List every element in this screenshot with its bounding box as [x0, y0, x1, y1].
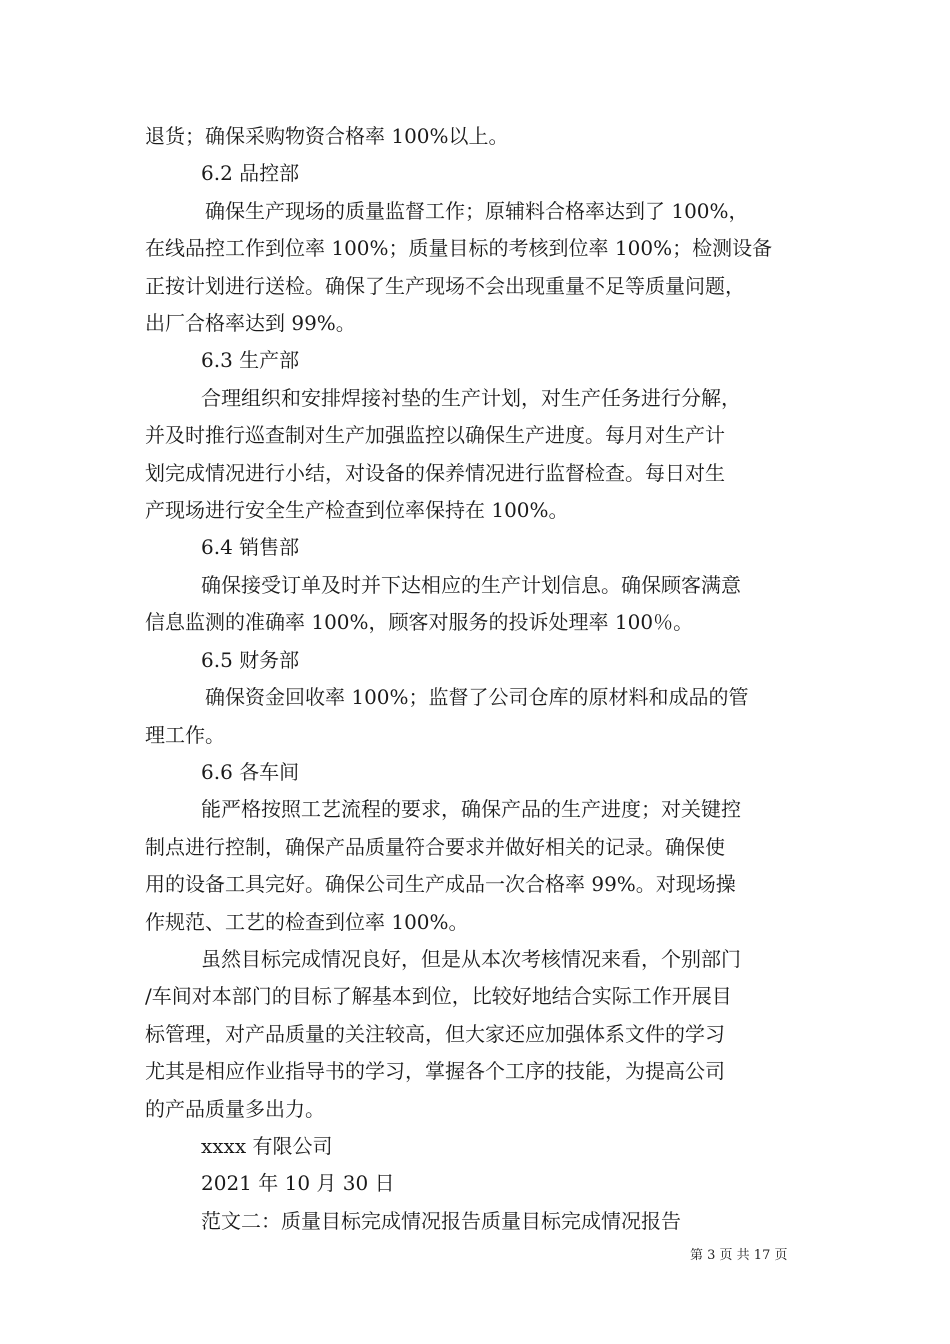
paragraph-line: 虽然目标完成情况良好，但是从本次考核情况来看，个别部门	[201, 946, 741, 971]
section-heading: 6.3 生产部	[201, 348, 300, 373]
paragraph-line: 产现场进行安全生产检查到位率保持在 100%。	[145, 498, 569, 523]
paragraph-line: 确保生产现场的质量监督工作；原辅料合格率达到了 100%，	[205, 198, 749, 223]
paragraph-line: 合理组织和安排焊接衬垫的生产计划，对生产任务进行分解，	[201, 385, 741, 410]
paragraph-line: 作规范、工艺的检查到位率 100%。	[145, 909, 469, 934]
paragraph-line: 在线品控工作到位率 100%；质量目标的考核到位率 100%；检测设备	[145, 236, 773, 261]
company-signature: xxxx 有限公司	[201, 1133, 333, 1158]
paragraph-line: 理工作。	[145, 722, 225, 747]
paragraph-line: 划完成情况进行小结，对设备的保养情况进行监督检查。每日对生	[145, 460, 725, 485]
paragraph-line: 退货；确保采购物资合格率 100%以上。	[145, 124, 509, 148]
paragraph-line: 制点进行控制，确保产品质量符合要求并做好相关的记录。确保使	[145, 834, 725, 859]
next-section-title: 范文二：质量目标完成情况报告质量目标完成情况报告	[201, 1208, 681, 1233]
paragraph-line: /车间对本部门的目标了解基本到位，比较好地结合实际工作开展目	[145, 984, 732, 1009]
paragraph-line: 标管理，对产品质量的关注较高，但大家还应加强体系文件的学习	[145, 1021, 725, 1046]
paragraph-line: 能严格按照工艺流程的要求，确保产品的生产进度；对关键控	[201, 797, 741, 822]
paragraph-line: 用的设备工具完好。确保公司生产成品一次合格率 99%。对现场操	[145, 872, 736, 897]
paragraph-line: 尤其是相应作业指导书的学习，掌握各个工序的技能，为提高公司	[145, 1059, 725, 1084]
paragraph-line: 确保接受订单及时并下达相应的生产计划信息。确保顾客满意	[201, 572, 741, 597]
paragraph-line: 出厂合格率达到 99%。	[145, 311, 356, 336]
document-body	[145, 118, 817, 1240]
paragraph-line: 的产品质量多出力。	[145, 1096, 325, 1121]
report-date: 2021 年 10 月 30 日	[201, 1171, 395, 1196]
paragraph-line: 信息监测的准确率 100%，顾客对服务的投诉处理率 100％。	[145, 610, 694, 635]
section-heading: 6.6 各车间	[201, 759, 300, 784]
section-heading: 6.2 品控部	[201, 161, 300, 186]
section-heading: 6.5 财务部	[201, 647, 300, 672]
paragraph-line: 并及时推行巡查制对生产加强监控以确保生产进度。每月对生产计	[145, 423, 725, 448]
paragraph-line: 正按计划进行送检。确保了生产现场不会出现重量不足等质量问题，	[145, 273, 745, 298]
section-heading: 6.4 销售部	[201, 535, 300, 560]
paragraph-line: 确保资金回收率 100%；监督了公司仓库的原材料和成品的管	[205, 685, 749, 710]
page-number-footer: 第 3 页 共 17 页	[690, 1248, 788, 1263]
